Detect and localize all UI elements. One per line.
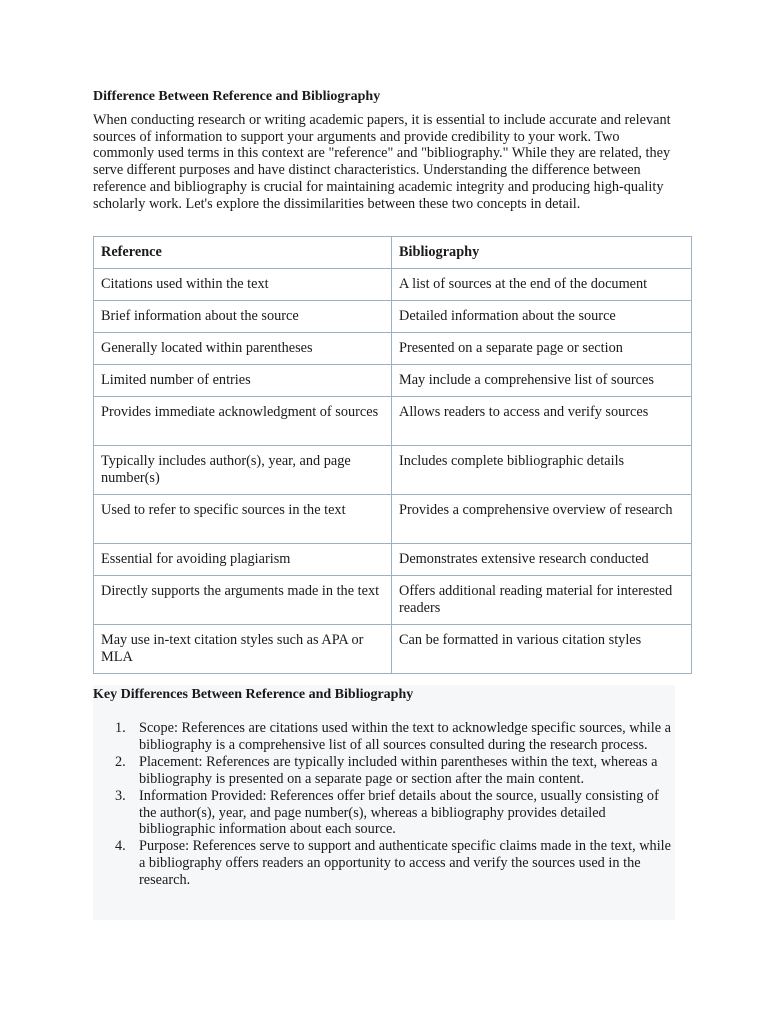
comparison-table: [93, 236, 692, 674]
column-header-bibliography: Bibliography: [392, 237, 692, 269]
reference-cell: Directly supports the arguments made in the text: [94, 576, 392, 625]
list-item-text: Information Provided: References offer brief details about the source, usually consisting of the author(s), year, and page number(s), whereas a bibliography provides detailed bibliographic information about each source.: [139, 787, 659, 838]
list-item-text: Scope: References are citations used within the text to acknowledge specific sources, while a bibliography is a comprehensive list of all sources consulted during the research process.: [139, 720, 671, 753]
reference-cell: Essential for avoiding plagiarism: [94, 544, 392, 576]
bibliography-cell: Includes complete bibliographic details: [392, 446, 692, 495]
table-row: [94, 301, 692, 333]
bibliography-cell: May include a comprehensive list of sources: [392, 365, 692, 397]
list-number: 2.: [115, 753, 126, 770]
reference-cell: May use in-text citation styles such as APA or MLA: [94, 625, 392, 674]
page-title: Difference Between Reference and Bibliography: [93, 89, 381, 104]
reference-cell: Citations used within the text: [94, 269, 392, 301]
list-item: [115, 838, 673, 889]
reference-cell: Brief information about the source: [94, 301, 392, 333]
table-row: [94, 544, 692, 576]
list-number: 1.: [115, 720, 126, 736]
table-row: [94, 397, 692, 446]
reference-cell: Limited number of entries: [94, 365, 392, 397]
reference-cell: Typically includes author(s), year, and page number(s): [94, 446, 392, 495]
column-header-reference: Reference: [94, 237, 392, 269]
bibliography-cell: Can be formatted in various citation styles: [392, 625, 692, 674]
list-item: [115, 720, 673, 754]
list-item: [115, 753, 673, 788]
list-item-text: Purpose: References serve to support and authenticate specific claims made in the text, while a bibliography offers readers an opportunity to access and verify the sources used in the research.: [139, 838, 671, 889]
table-row: [94, 495, 692, 544]
table-row: [94, 625, 692, 674]
table-row: [94, 365, 692, 397]
list-number: 3.: [115, 787, 126, 804]
bibliography-cell: Provides a comprehensive overview of research: [392, 495, 692, 544]
list-item-text: Placement: References are typically included within parentheses within the text, whereas a bibliography is presented on a separate page or section after the main content.: [139, 753, 658, 787]
bibliography-cell: Allows readers to access and verify sources: [392, 397, 692, 446]
table-header-row: [94, 237, 692, 269]
bibliography-cell: Detailed information about the source: [392, 301, 692, 333]
list-item: [115, 787, 673, 839]
key-differences-heading: Key Differences Between Reference and Bibliography: [93, 687, 414, 702]
list-number: 4.: [115, 838, 126, 855]
table-row: [94, 333, 692, 365]
reference-cell: Used to refer to specific sources in the text: [94, 495, 392, 544]
bibliography-cell: Presented on a separate page or section: [392, 333, 692, 365]
reference-cell: Provides immediate acknowledgment of sources: [94, 397, 392, 446]
table-row: [94, 576, 692, 625]
reference-cell: Generally located within parentheses: [94, 333, 392, 365]
key-differences-list: [115, 720, 673, 889]
table-row: [94, 446, 692, 495]
bibliography-cell: Demonstrates extensive research conducted: [392, 544, 692, 576]
bibliography-cell: Offers additional reading material for interested readers: [392, 576, 692, 625]
intro-paragraph: When conducting research or writing academic papers, it is essential to include accurate and relevant sources of information to support your arguments and provide credibility to your work. Two commonly used terms in this context are "reference" and "bibliography." While they are related, they serve different purposes and have distinct characteristics. Understanding the difference between reference and bibliography is crucial for maintaining academic integrity and producing high-quality scholarly work. Let's explore the dissimilarities between these two concepts in detail.: [93, 112, 671, 212]
table-row: [94, 269, 692, 301]
bibliography-cell: A list of sources at the end of the document: [392, 269, 692, 301]
